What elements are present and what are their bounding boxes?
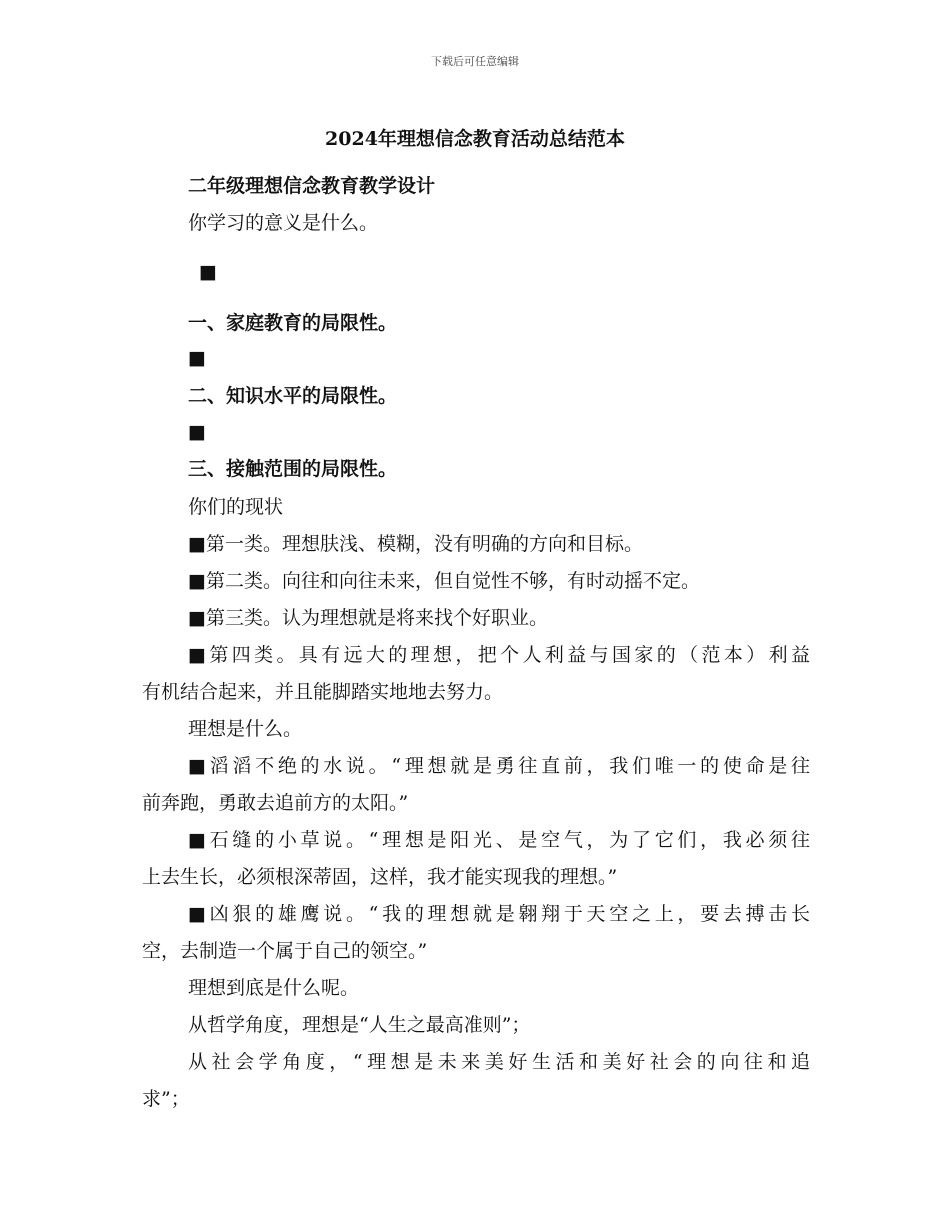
list-item: ■第四类。具有远大的理想，把个人利益与国家的（范本）利益 — [188, 644, 810, 666]
list-item: ■滔滔不绝的水说。“理想就是勇往直前，我们唯一的使命是往 — [188, 755, 810, 777]
subheading-2: 二、知识水平的局限性。 — [188, 385, 398, 407]
paragraph-line: 你们的现状 — [188, 496, 284, 518]
paragraph-line: 前奔跑，勇敢去追前方的太阳。” — [142, 792, 409, 814]
paragraph-line: 从社会学角度，“理想是未来美好生活和美好社会的向往和追 — [188, 1051, 810, 1073]
document-title: 2024年理想信念教育活动总结范本 — [325, 128, 625, 150]
bullet-square: ■ — [188, 421, 206, 443]
list-item: ■第一类。理想肤浅、模糊，没有明确的方向和目标。 — [188, 533, 643, 555]
subheading-1: 一、家庭教育的局限性。 — [188, 312, 398, 334]
list-item: ■第二类。向往和向往未来，但自觉性不够，有时动摇不定。 — [188, 570, 700, 592]
list-item: ■第三类。认为理想就是将来找个好职业。 — [188, 607, 548, 629]
subheading-3: 三、接触范围的局限性。 — [188, 458, 398, 480]
list-item: ■凶狠的雄鹰说。“我的理想就是翱翔于天空之上，要去搏击长 — [188, 903, 810, 925]
bullet-square: ■ — [188, 347, 206, 369]
paragraph-line: 理想是什么。 — [188, 718, 303, 740]
page-header: 下载后可任意编辑 — [431, 55, 519, 68]
paragraph-line: 你学习的意义是什么。 — [188, 212, 379, 234]
paragraph-line: 从哲学角度，理想是“人生之最高准则”； — [188, 1014, 531, 1036]
paragraph-line: 求”； — [142, 1088, 190, 1110]
section-heading: 二年级理想信念教育教学设计 — [188, 175, 436, 197]
list-item: ■石缝的小草说。“理想是阳光、是空气，为了它们，我必须往 — [188, 829, 810, 851]
paragraph-line: 有机结合起来，并且能脚踏实地地去努力。 — [142, 681, 504, 703]
bullet-square: ■ — [199, 261, 217, 283]
paragraph-line: 空，去制造一个属于自己的领空。” — [142, 940, 428, 962]
paragraph-line: 上去生长，必须根深蒂固，这样，我才能实现我的理想。” — [142, 866, 618, 888]
paragraph-line: 理想到底是什么呢。 — [188, 977, 360, 999]
